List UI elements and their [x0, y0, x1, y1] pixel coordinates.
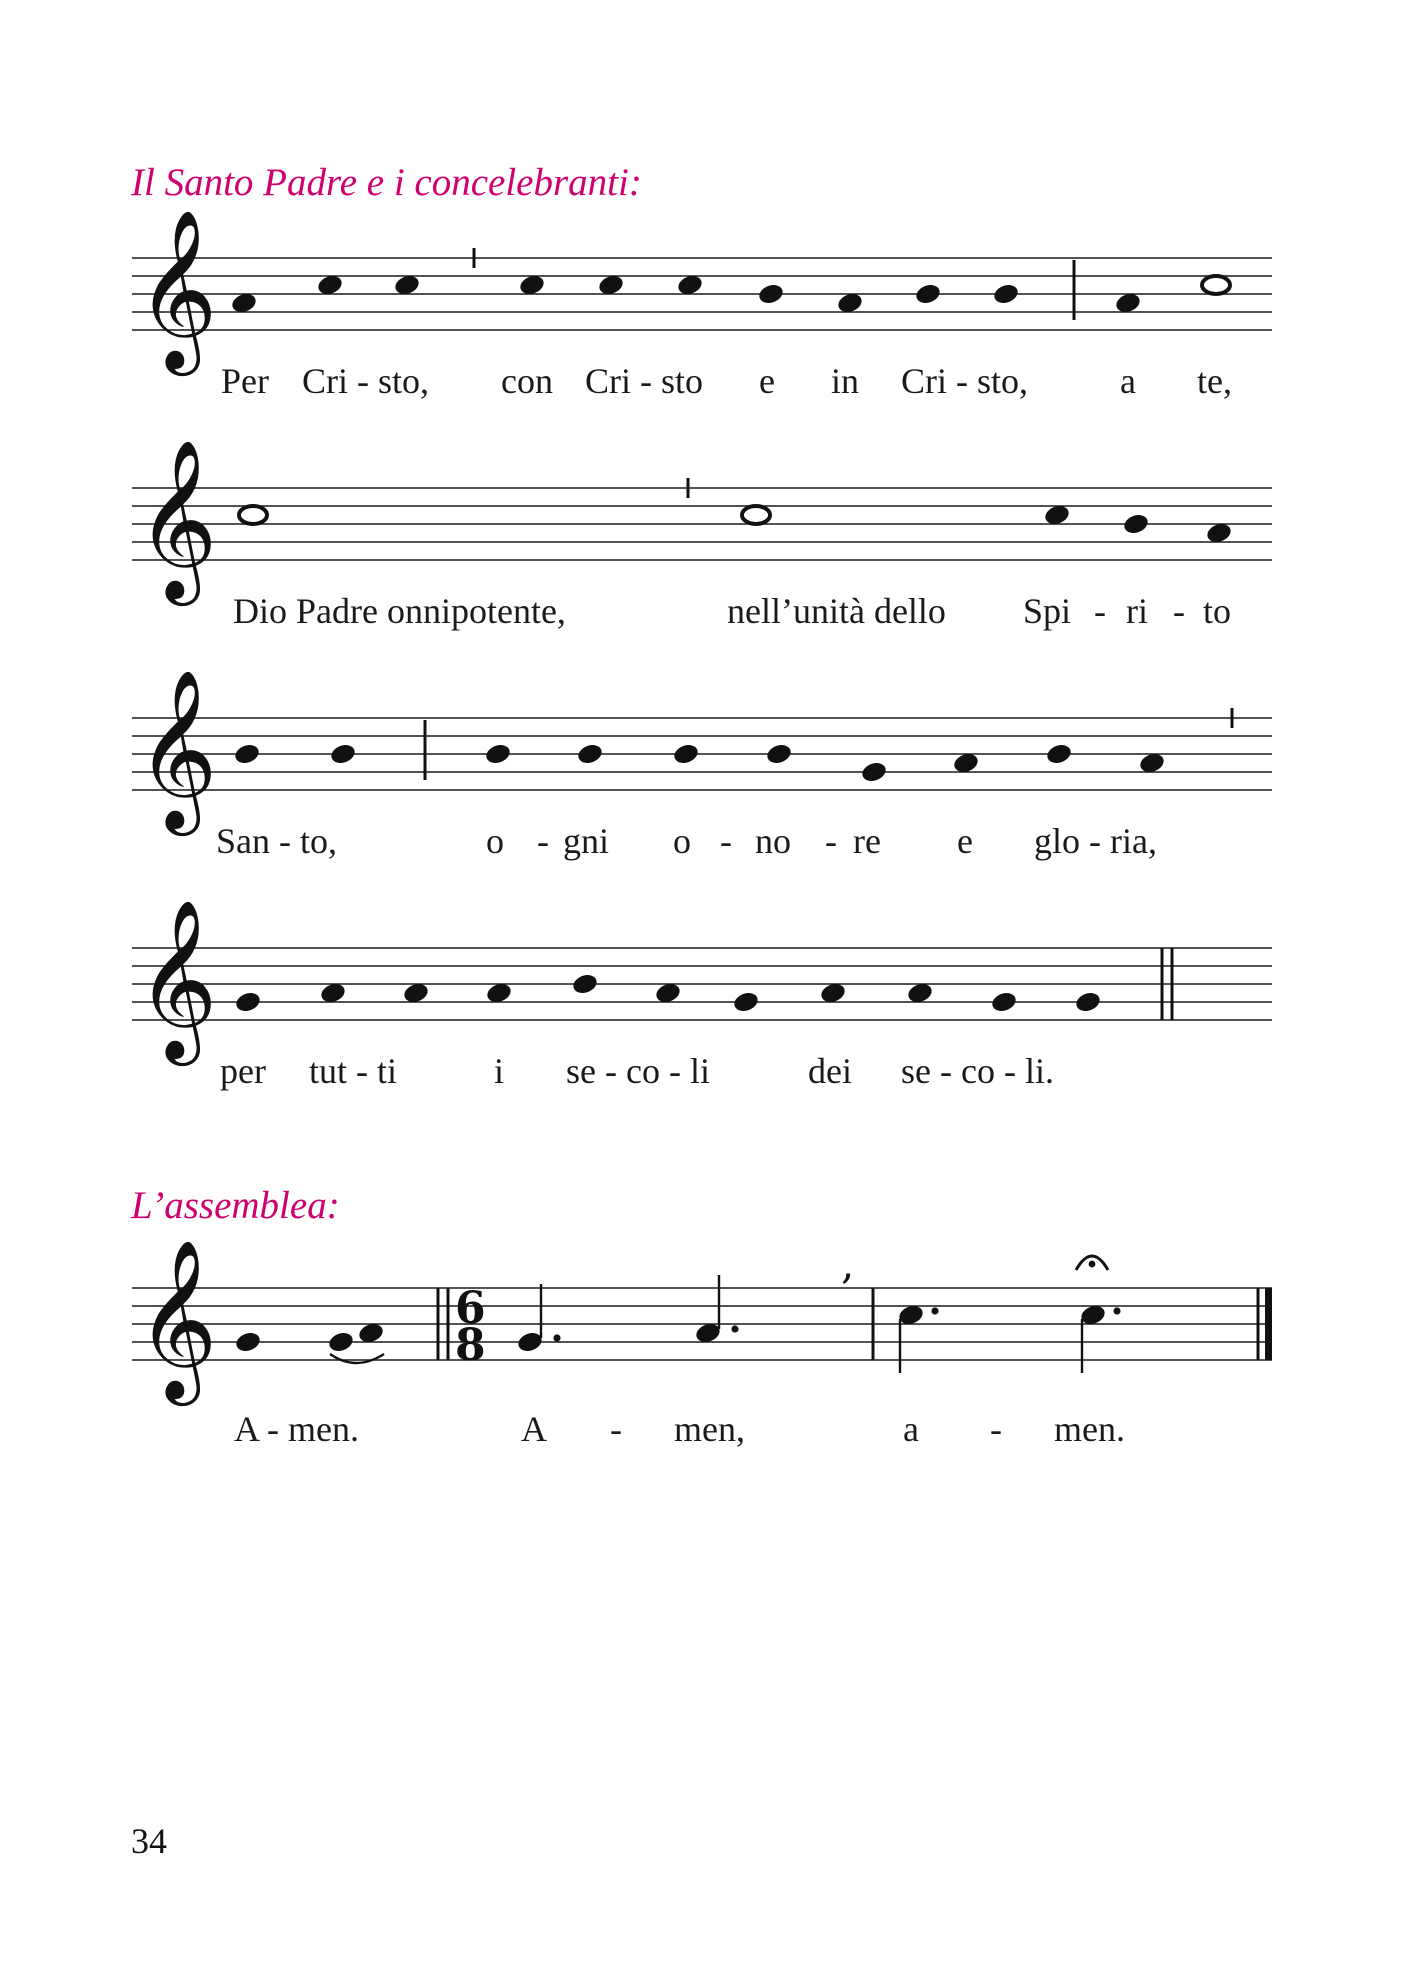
lyric-syllable: -	[720, 821, 732, 861]
note	[576, 742, 604, 766]
lyric-syllable: se - co - li	[566, 1051, 710, 1091]
lyric-syllable: to	[1203, 591, 1232, 631]
note	[484, 742, 512, 766]
lyric-syllable: -	[610, 1409, 622, 1449]
lyric-syllable: A - men.	[234, 1409, 359, 1449]
lyric-syllable: nell’unità dello	[727, 591, 946, 631]
slur	[330, 1354, 384, 1363]
lyric-syllable: tut - ti	[309, 1051, 397, 1091]
note	[1074, 990, 1102, 1014]
lyric-syllable: Dio Padre onnipotente,	[233, 591, 566, 631]
treble-clef-icon: 𝄞	[136, 1238, 218, 1399]
music-system-1	[0, 200, 1418, 400]
music-system-4	[0, 890, 1418, 1090]
augmentation-dot	[731, 1325, 738, 1332]
treble-clef-icon: 𝄞	[136, 668, 218, 829]
augmentation-dot	[931, 1307, 938, 1314]
music-system-5	[0, 1230, 1418, 1460]
music-system-3	[0, 660, 1418, 860]
lyric-syllable: Per	[221, 361, 269, 401]
section-heading-assembly: L’assemblea:	[131, 1184, 340, 1227]
lyric-syllable: Spi	[1023, 591, 1072, 631]
lyrics-line	[233, 591, 1231, 631]
lyric-syllable: ri	[1126, 591, 1148, 631]
lyric-syllable: -	[537, 821, 549, 861]
lyric-syllable: i	[494, 1051, 505, 1091]
whole-note	[1202, 276, 1230, 294]
lyric-syllable: a	[1120, 361, 1136, 401]
note	[765, 742, 793, 766]
note	[329, 742, 357, 766]
music-system-2	[0, 430, 1418, 630]
fermata-icon	[1076, 1256, 1108, 1270]
treble-clef-icon: 𝄞	[136, 898, 218, 1059]
treble-clef-icon: 𝄞	[136, 208, 218, 369]
lyric-syllable: Cri - sto,	[302, 361, 430, 401]
lyric-syllable: Cri - sto	[585, 361, 704, 401]
lyric-syllable: re	[853, 821, 881, 861]
time-signature-denominator: 8	[455, 1320, 486, 1371]
note	[234, 1330, 262, 1354]
breath-mark: ,	[841, 1239, 855, 1288]
lyric-syllable: a	[903, 1409, 919, 1449]
lyric-syllable: men.	[1054, 1409, 1125, 1449]
lyric-syllable: con	[501, 361, 553, 401]
treble-clef-icon: 𝄞	[136, 438, 218, 599]
staff	[132, 718, 1272, 790]
lyric-syllable: o	[673, 821, 691, 861]
lyric-syllable: se - co - li.	[901, 1051, 1054, 1091]
staff	[132, 258, 1272, 330]
lyric-syllable: San - to,	[216, 821, 337, 861]
note	[992, 282, 1020, 306]
whole-note	[239, 506, 267, 524]
note	[757, 282, 785, 306]
lyric-syllable: glo - ria,	[1034, 821, 1157, 861]
lyric-syllable: -	[990, 1409, 1002, 1449]
note	[234, 990, 262, 1014]
note	[990, 990, 1018, 1014]
page-number: 34	[131, 1821, 167, 1861]
lyric-syllable: in	[831, 361, 860, 401]
lyric-syllable: per	[220, 1051, 266, 1091]
note	[571, 972, 599, 996]
staff	[132, 1288, 1272, 1360]
lyric-syllable: A	[521, 1409, 547, 1449]
lyrics-line	[221, 361, 1232, 401]
augmentation-dot	[553, 1334, 560, 1341]
note	[914, 282, 942, 306]
lyric-syllable: no	[755, 821, 791, 861]
note	[1045, 742, 1073, 766]
lyric-syllable: o	[486, 821, 504, 861]
lyric-syllable: Cri - sto,	[901, 361, 1029, 401]
lyric-syllable: dei	[808, 1051, 852, 1091]
note	[233, 742, 261, 766]
lyric-syllable: -	[825, 821, 837, 861]
note	[860, 760, 888, 784]
note	[732, 990, 760, 1014]
time-signature-numerator: 6	[455, 1283, 486, 1334]
note	[672, 742, 700, 766]
lyric-syllable: men,	[674, 1409, 745, 1449]
note	[1122, 512, 1150, 536]
lyric-syllable: gni	[563, 821, 610, 861]
lyrics-line	[220, 1051, 1054, 1091]
note	[327, 1330, 355, 1354]
augmentation-dot	[1113, 1307, 1120, 1314]
lyrics-line	[234, 1409, 1125, 1449]
lyric-syllable: -	[1173, 591, 1185, 631]
section-heading-celebrants: Il Santo Padre e i concelebranti:	[131, 161, 642, 204]
lyric-syllable: te,	[1197, 361, 1232, 401]
lyrics-line	[216, 821, 1157, 861]
staff	[132, 488, 1272, 560]
staff	[132, 948, 1272, 1020]
whole-note	[742, 506, 770, 524]
lyric-syllable: -	[1094, 591, 1106, 631]
lyric-syllable: e	[957, 821, 973, 861]
lyric-syllable: e	[759, 361, 775, 401]
